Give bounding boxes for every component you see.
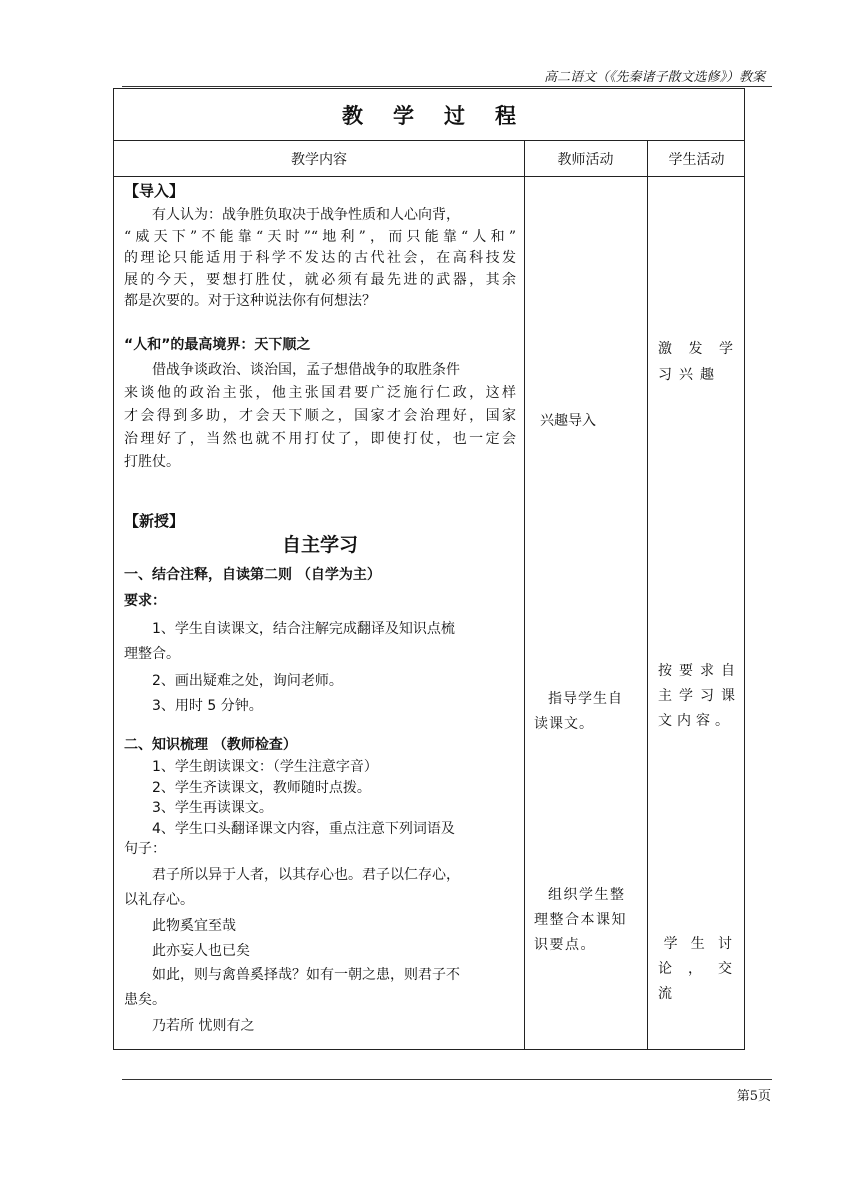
- theme-line: 打胜仗。: [124, 454, 180, 470]
- theme-line: 才会得到多助，才会天下顺之，国家才会治理好，国家: [124, 408, 516, 424]
- quotes-list: [124, 863, 516, 1039]
- student-activity-3: 学生讨论，交流: [658, 936, 740, 1002]
- quote-line: 君子所以异于人者，以其存心也。君子以仁存心，: [152, 867, 460, 883]
- teacher-activity-2: 指导学生自读课文。: [534, 691, 623, 732]
- intro-line: 的理论只能适用于科学不发达的古代社会，在高科技发: [124, 250, 516, 266]
- intro-line: 展的今天，要想打胜仗，就必须有最先进的武器，其余: [124, 271, 516, 288]
- requirement-line: 3、用时 5 分钟。: [152, 698, 263, 714]
- requirement-line: 1、学生自读课文，结合注解完成翻译及知识点梳: [152, 621, 455, 637]
- self-study-title: 自主学习: [281, 534, 358, 556]
- new-lesson-heading: 【新授】: [124, 512, 185, 530]
- column-header-teacher: 教师活动: [557, 151, 614, 168]
- section2-line: 1、学生朗读课文：（学生注意字音）: [152, 759, 378, 775]
- quote-line: 以礼存心。: [124, 891, 194, 908]
- requirement-line: 2、画出疑难之处，询问老师。: [152, 673, 343, 689]
- column-divider: [524, 141, 525, 1049]
- column-header-student: 学生活动: [668, 151, 725, 168]
- table-header-row: [114, 141, 744, 177]
- theme-line: 治理好了，当然也就不用打仗了，即使打仗，也一定会: [124, 431, 516, 447]
- lesson-table: [113, 88, 745, 1050]
- requirements-list: [124, 617, 516, 719]
- intro-line: 有人认为：战争胜负取决于战争性质和人心向背，: [152, 207, 460, 223]
- requirement-line: 理整合。: [124, 646, 180, 662]
- theme-line: 借战争谈政治、谈治国，孟子想借战争的取胜条件: [152, 362, 460, 378]
- quote-line: 乃若所 忧则有之: [152, 1018, 255, 1034]
- section2-line: 2、学生齐读课文，教师随时点拨。: [152, 779, 371, 796]
- footer-rule: [122, 1079, 772, 1080]
- section2-heading: 二、知识梳理 （教师检查）: [124, 737, 297, 753]
- section1-heading: 一、结合注释，自读第二则 （自学为主）: [124, 567, 381, 583]
- column-header-content: 教学内容: [291, 151, 347, 168]
- intro-heading: 【导入】: [124, 182, 185, 200]
- quote-line: 如此，则与禽兽奚择哉？如有一朝之患，则君子不: [152, 967, 460, 983]
- section2-line: 3、学生再读课文。: [152, 800, 273, 816]
- page-number: 第5页: [736, 1089, 771, 1104]
- section2-line: 4、学生口头翻译课文内容，重点注意下列词语及: [152, 820, 455, 837]
- teacher-activity-1: 兴趣导入: [540, 413, 596, 429]
- theme-line: 来谈他的政治主张，他主张国君要广泛施行仁政，这样: [124, 385, 516, 401]
- intro-line: 都是次要的。对于这种说法你有何想法？: [124, 293, 376, 309]
- theme-heading: “人和”的最高境界：天下顺之: [124, 337, 311, 353]
- table-title: 教学过程: [114, 89, 744, 141]
- intro-line: “威天下”不能靠“天时”“地利”，而只能靠“人和”: [124, 228, 516, 245]
- intro-paragraph: [124, 205, 516, 313]
- quote-line: 此物奚宜至哉: [152, 918, 236, 934]
- student-activity-2: 按要求自主学习课文内容。: [658, 663, 740, 729]
- quote-line: 此亦妄人也已矣: [152, 942, 250, 959]
- page-header: 高二语文（《先秦诸子散文选修》）教案: [543, 70, 765, 85]
- section2-line: 句子：: [124, 841, 166, 857]
- requirements-label: 要求：: [124, 593, 166, 609]
- quote-line: 患矣。: [124, 991, 166, 1008]
- teacher-activity-3: 组织学生整理整合本课知识要点。: [534, 887, 627, 953]
- theme-paragraph: [124, 359, 516, 474]
- student-activity-1: 激发学习兴趣: [658, 341, 740, 383]
- column-divider: [647, 141, 648, 1049]
- section2-list: [124, 757, 516, 860]
- header-rule: [122, 86, 772, 87]
